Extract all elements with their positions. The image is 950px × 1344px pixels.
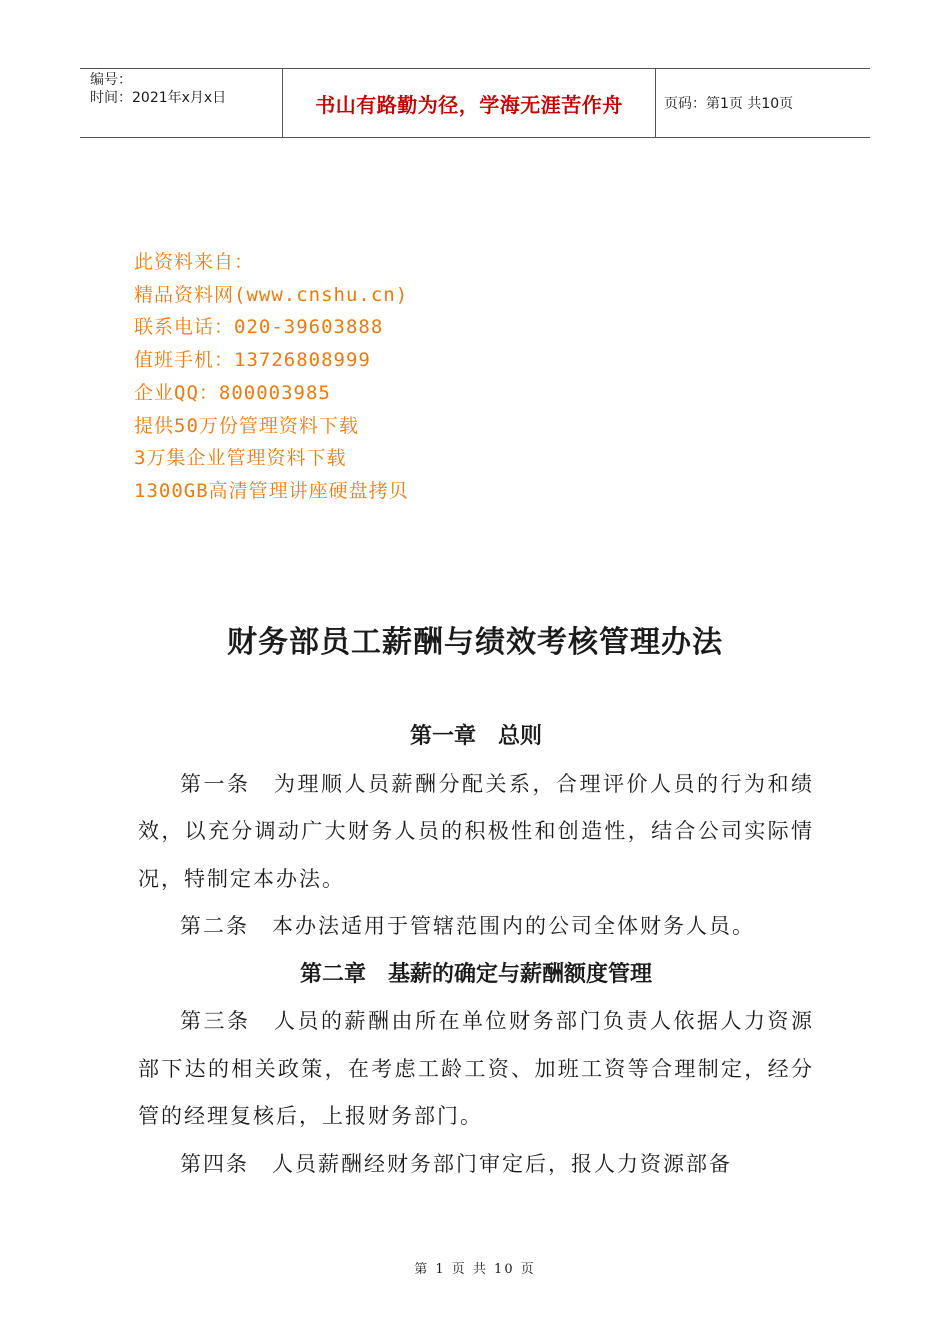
article-paragraph: 第四条 人员薪酬经财务部门审定后，报人力资源部备 — [180, 1151, 732, 1176]
document-number-label: 编号： — [90, 72, 132, 88]
article-paragraph: 第三条 人员的薪酬由所在单位财务部门负责人依据人力资源部下达的相关政策，在考虑工龄工资、加班工资等合理制定，经分管的经理复核后，上报财务部门。 — [138, 1009, 814, 1128]
source-line: 精品资料网(www.cnshu.cn) — [134, 283, 409, 306]
header-page-info: 页码：第1页 共10页 — [664, 96, 794, 112]
chapter-heading: 第一章 总则 — [409, 723, 542, 749]
document-title: 财务部员工薪酬与绩效考核管理办法 — [227, 625, 723, 660]
document-body — [138, 713, 814, 1188]
header-motto: 书山有路勤为径，学海无涯苦作舟 — [282, 69, 656, 137]
source-line: 此资料来自： — [134, 251, 255, 273]
source-line: 值班手机：13726808999 — [134, 349, 371, 372]
source-line: 企业QQ：800003985 — [134, 381, 331, 404]
chapter-heading: 第二章 基薪的确定与薪酬额度管理 — [299, 960, 652, 987]
document-time-label: 时间：2021年x月x日 — [90, 90, 227, 106]
source-info-block — [134, 246, 409, 508]
article-paragraph: 第二条 本办法适用于管辖范围内的公司全体财务人员。 — [180, 914, 755, 938]
page-header — [80, 68, 870, 138]
source-line: 3万集企业管理资料下载 — [134, 447, 347, 470]
source-line: 1300GB高清管理讲座硬盘拷贝 — [134, 479, 409, 502]
header-meta — [80, 69, 282, 137]
source-line: 联系电话：020-39603888 — [134, 316, 384, 339]
article-paragraph: 第一条 为理顺人员薪酬分配关系，合理评价人员的行为和绩效，以充分调动广大财务人员的积极性和创造性，结合公司实际情况，特制定本办法。 — [138, 771, 814, 891]
source-line: 提供50万份管理资料下载 — [134, 414, 359, 437]
page-footer: 第 1 页 共 10 页 — [414, 1262, 536, 1277]
